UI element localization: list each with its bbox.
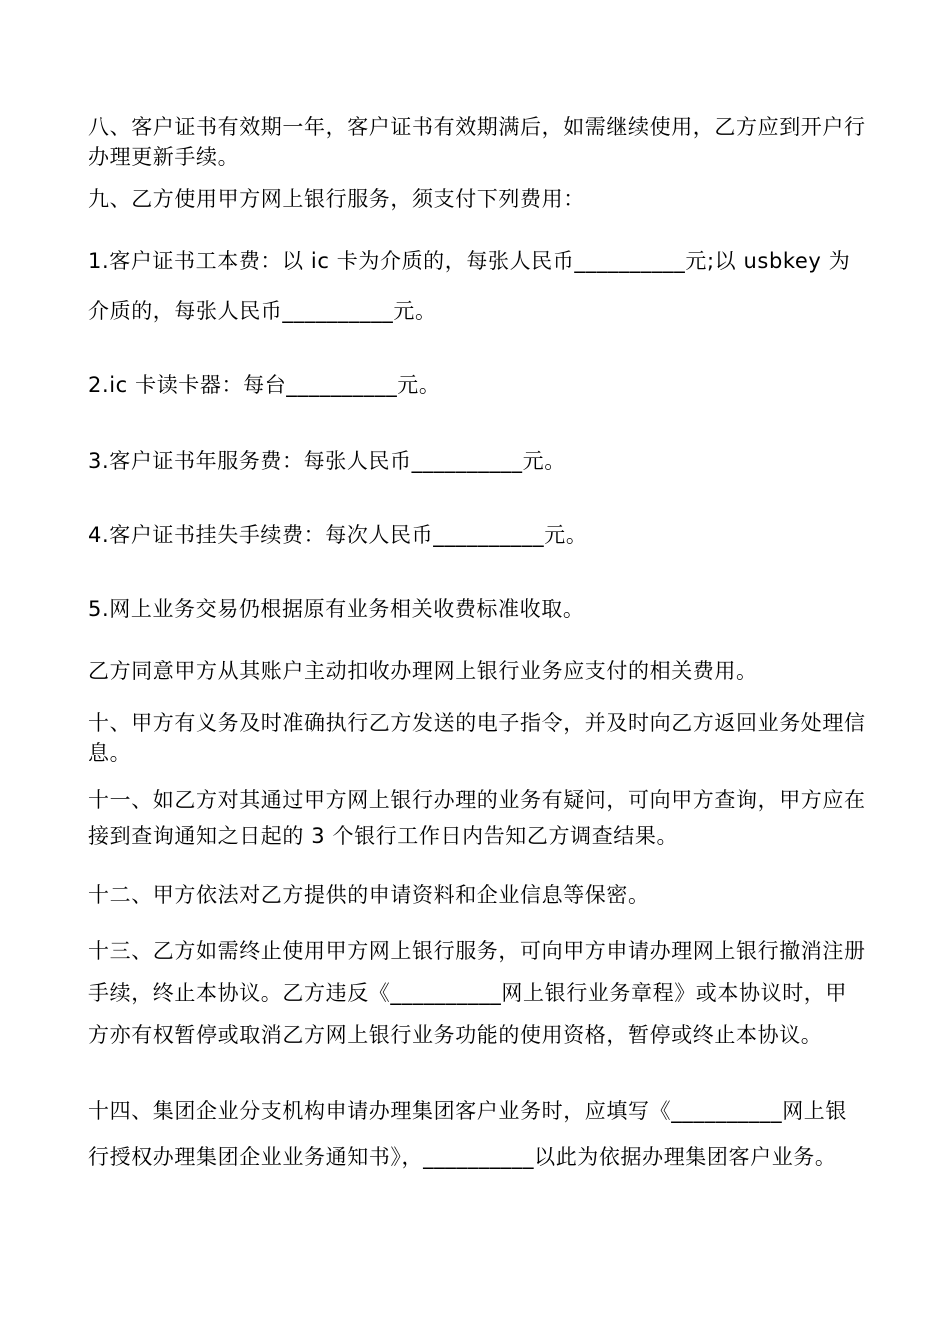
fee-item-5: 5.网上业务交易仍根据原有业务相关收费标准收取。 (88, 597, 585, 621)
clause-10: 十、甲方有义务及时准确执行乙方发送的电子指令，并及时向乙方返回业务处理信息。 (88, 711, 866, 765)
fee-consent: 乙方同意甲方从其账户主动扣收办理网上银行业务应支付的相关费用。 (88, 659, 758, 683)
fee-item-1: 1.客户证书工本费：以 ic 卡为介质的，每张人民币__________元;以 usbkey 为介质的，每张人民币__________元。 (88, 249, 851, 323)
fee-item-3: 3.客户证书年服务费：每张人民币__________元。 (88, 449, 566, 473)
clause-13: 十三、乙方如需终止使用甲方网上银行服务，可向甲方申请办理网上银行撤消注册手续，终止本协议。乙方违反《__________网上银行业务章程》或本协议时，甲方亦有权暂停或取消乙方网上银行业务功能的使用资格，暂停或终止本协议。 (88, 939, 866, 1047)
clause-9: 九、乙方使用甲方网上银行服务，须支付下列费用： (88, 187, 585, 211)
clause-11: 十一、如乙方对其通过甲方网上银行办理的业务有疑问，可向甲方查询，甲方应在接到查询通知之日起的 3 个银行工作日内告知乙方调查结果。 (88, 788, 866, 848)
fee-item-4: 4.客户证书挂失手续费：每次人民币__________元。 (88, 523, 588, 547)
clause-14: 十四、集团企业分支机构申请办理集团客户业务时，应填写《__________网上银行授权办理集团企业业务通知书》，__________以此为依据办理集团客户业务。 (88, 1099, 847, 1169)
fee-item-2: 2.ic 卡读卡器：每台__________元。 (88, 373, 441, 397)
clause-12: 十二、甲方依法对乙方提供的申请资料和企业信息等保密。 (88, 883, 650, 907)
clause-8: 八、客户证书有效期一年，客户证书有效期满后，如需继续使用，乙方应到开户行办理更新手续。 (88, 115, 866, 169)
